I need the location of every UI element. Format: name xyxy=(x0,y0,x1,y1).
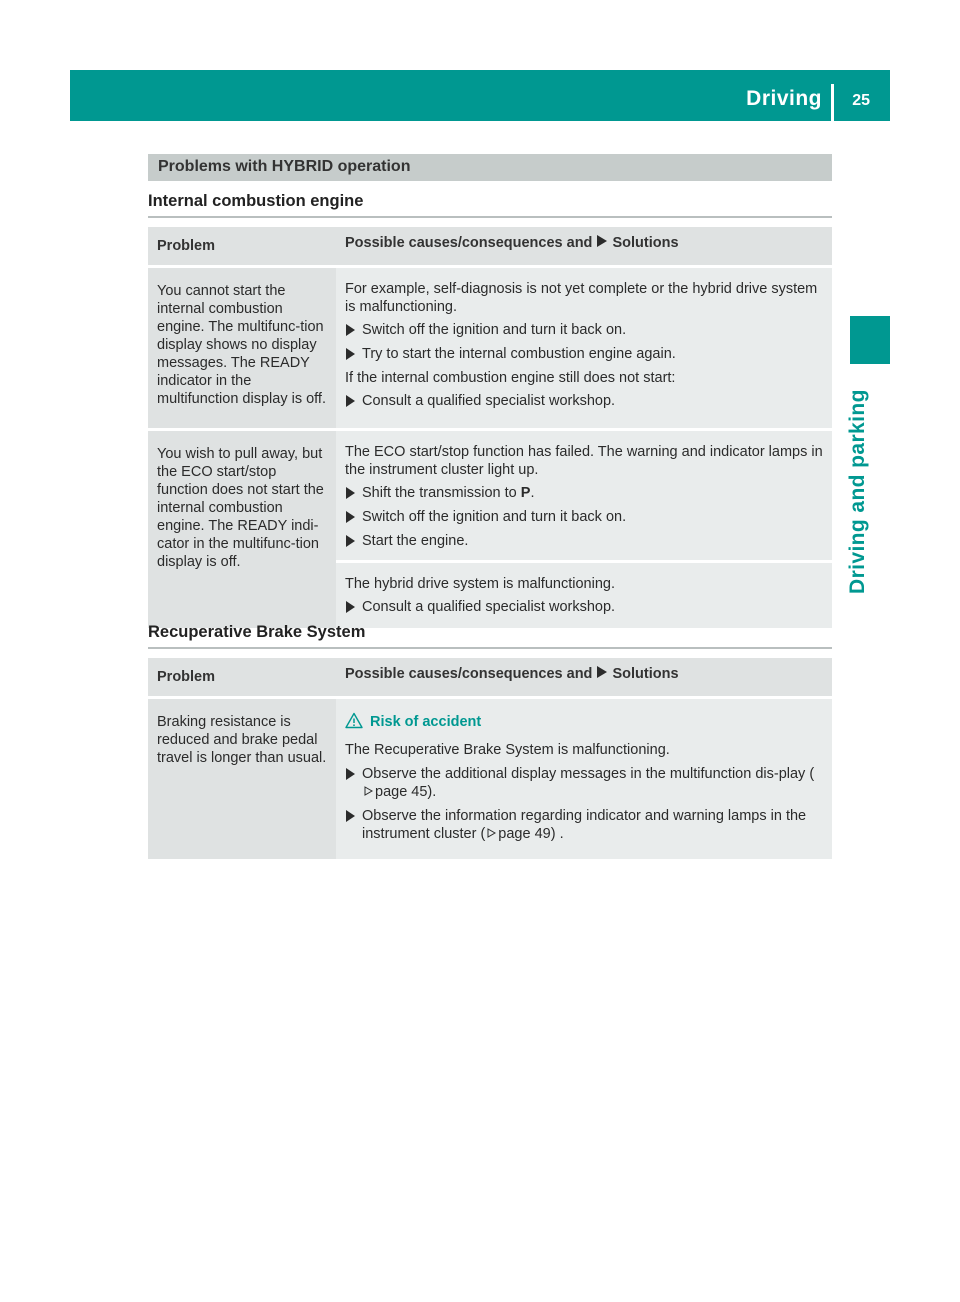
column-header-problem: Problem xyxy=(148,227,336,265)
step-text: Consult a qualified specialist workshop. xyxy=(362,599,616,615)
problem-cell: Braking resistance is reduced and brake pedal travel is longer than usual. xyxy=(148,699,336,859)
table-header-row xyxy=(148,658,832,696)
action-arrow-icon xyxy=(345,510,356,524)
table-title-engine: Internal combustion engine xyxy=(148,192,364,210)
table-row xyxy=(148,699,832,859)
action-arrow-icon xyxy=(345,809,356,823)
cause-text: The Recuperative Brake System is malfunctioning. xyxy=(345,742,670,758)
table-row xyxy=(148,431,832,628)
page-reference-icon xyxy=(487,828,496,838)
solution-step xyxy=(345,345,824,363)
warning-text: Risk of accident xyxy=(370,714,482,730)
solution-cell xyxy=(336,268,832,428)
action-arrow-icon xyxy=(345,534,356,548)
solution-step xyxy=(345,321,824,339)
solution-step xyxy=(345,598,824,616)
section-heading: Problems with HYBRID operation xyxy=(158,158,411,175)
chapter-side-label: Driving and parking xyxy=(846,389,869,594)
step-text: Start the engine. xyxy=(362,533,469,549)
action-arrow-icon xyxy=(596,234,608,248)
step-text-end: ) . xyxy=(550,826,564,842)
cause-text: The hybrid drive system is malfunctioning. xyxy=(345,576,615,592)
header-divider xyxy=(831,84,834,121)
divider xyxy=(148,216,832,218)
solution-step xyxy=(345,532,824,550)
cause-text: The ECO start/stop function has failed. The warning and indicator lamps in the instrument cluster light up. xyxy=(345,444,823,478)
solution-step xyxy=(345,392,824,410)
action-arrow-icon xyxy=(596,665,608,679)
divider xyxy=(148,647,832,649)
solution-cell xyxy=(336,431,832,628)
column-header-solutions-label-2: Solutions xyxy=(612,235,679,251)
table-header-row xyxy=(148,227,832,265)
section-heading-band xyxy=(148,154,832,181)
step-text: Consult a qualified specialist workshop. xyxy=(362,393,616,409)
column-header-solutions-label-2: Solutions xyxy=(612,666,679,682)
step-text: Switch off the ignition and turn it back on. xyxy=(362,322,627,338)
cause-text: For example, self-diagnosis is not yet complete or the hybrid drive system is malfunctioning. xyxy=(345,281,818,315)
solution-step xyxy=(345,807,824,843)
action-arrow-icon xyxy=(345,394,356,408)
solution-step xyxy=(345,484,824,502)
table-title-brake: Recuperative Brake System xyxy=(148,623,366,641)
step-text-end: . xyxy=(530,485,535,501)
table-row xyxy=(148,268,832,428)
step-text: Shift the transmission to xyxy=(362,485,517,501)
note-text: If the internal combustion engine still does not start: xyxy=(345,370,676,386)
action-arrow-icon xyxy=(345,323,356,337)
page-header xyxy=(70,70,890,121)
page-reference[interactable]: page 45 xyxy=(375,784,428,800)
solution-step xyxy=(345,765,824,801)
warning-triangle-icon xyxy=(345,712,363,729)
solution-step xyxy=(345,508,824,526)
action-arrow-icon xyxy=(345,486,356,500)
step-text: Observe the additional display messages in the multifunction dis-play ( xyxy=(362,766,815,782)
chapter-tab-marker xyxy=(850,316,890,364)
chapter-title: Driving xyxy=(746,87,822,110)
column-header-solutions-label: Possible causes/consequences and xyxy=(345,666,593,682)
step-text: Observe the information regarding indicator and warning lamps in the instrument cluster ( xyxy=(362,808,807,842)
column-header-solutions xyxy=(336,658,832,696)
troubleshooting-table-engine xyxy=(148,227,832,628)
page-reference-icon xyxy=(364,786,373,796)
step-text-end: ). xyxy=(427,784,437,800)
solution-cell xyxy=(336,699,832,859)
column-header-solutions xyxy=(336,227,832,265)
action-arrow-icon xyxy=(345,767,356,781)
warning-heading xyxy=(345,713,824,731)
column-header-problem: Problem xyxy=(148,658,336,696)
step-text: Switch off the ignition and turn it back on. xyxy=(362,509,627,525)
action-arrow-icon xyxy=(345,347,356,361)
problem-cell: You cannot start the internal combustion engine. The multifunc-tion display shows no display messages. The READY indicator in the multifunction display is off. xyxy=(148,268,336,428)
solution-group xyxy=(345,563,824,628)
gear-label: P xyxy=(520,485,531,501)
page-reference[interactable]: page 49 xyxy=(498,826,551,842)
problem-cell: You wish to pull away, but the ECO start/stop function does not start the internal combustion engine. The READY indi-cator in the multifunc-tion display is off. xyxy=(148,431,336,628)
step-text: Try to start the internal combustion engine again. xyxy=(362,346,676,362)
page-number: 25 xyxy=(852,92,870,109)
column-header-solutions-label: Possible causes/consequences and xyxy=(345,235,593,251)
action-arrow-icon xyxy=(345,600,356,614)
troubleshooting-table-brake xyxy=(148,658,832,859)
